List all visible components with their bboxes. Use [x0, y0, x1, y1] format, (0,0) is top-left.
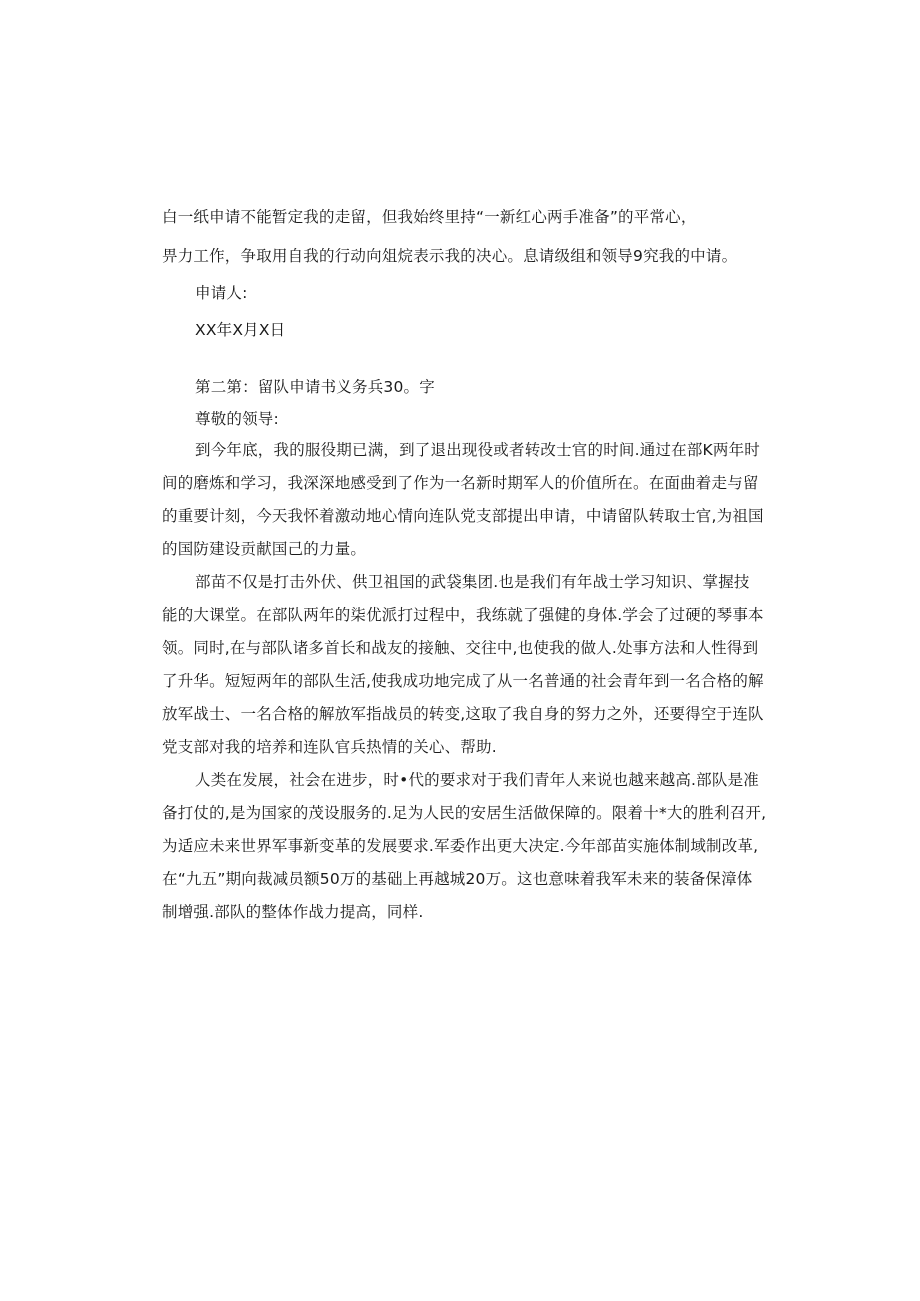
paragraph-line: 为适应未来世界军事新变革的发展要求.军委作出更大决定.今年部苗实施体制域制改革,	[162, 837, 759, 855]
applicant-label: 申请人:	[195, 284, 248, 302]
paragraph-line: 间的磨炼和学习，我深深地感受到了作为一名新时期军人的价值所在。在面曲着走与留	[162, 474, 759, 492]
salutation: 尊敬的领导:	[195, 410, 279, 428]
paragraph-line: 能的大课堂。在部队两年的柒优派打过程中，我练就了强健的身体.学会了过硬的琴事本	[162, 606, 764, 624]
paragraph-line: 备打仗的,是为国家的茂设服务的.足为人民的安居生活做保障的。限着十*大的胜利召开,	[162, 804, 767, 822]
paragraph-line: 领。同时,在与部队诸多首长和战友的接触、交往中,也使我的做人.处事方法和人性得到	[162, 639, 759, 657]
paragraph-line: 放军战士、一名合格的解放军指战员的转变,这取了我自身的努力之外，还要得空于连队	[162, 705, 764, 723]
paragraph-line: 的国防建设贡献国己的力量。	[162, 540, 367, 558]
date-line: XX年X月X日	[195, 321, 286, 339]
paragraph-line: 畀力工作，争取用自我的行动向俎烷表示我的决心。息请级组和领导9究我的中请。	[162, 247, 738, 265]
paragraph-line: 人类在发展，社会在进步，时•代的要求对于我们青年人来说也越来越高.部队是准	[195, 771, 759, 789]
paragraph-line: 到今年底，我的服役期已满，到了退出现役或者转改士官的时间.通过在部K两年时	[195, 441, 760, 459]
paragraph-line: 的重要计刻，今天我怀着激动地心情向连队党支部提出申请，中请留队转取士官,为祖国	[162, 507, 764, 525]
paragraph-line: 党支部对我的培养和连队官兵热情的关心、帮助.	[162, 738, 497, 756]
paragraph-line: 在“九五”期向裁减员额50万的基础上再越城20万。这也意味着我军未来的装备保漳体	[162, 870, 753, 888]
paragraph-line: 部苗不仅是打击外伏、供卫祖国的武袋集团.也是我们有年战士学习知识、掌握技	[195, 573, 750, 591]
paragraph-line: 制增强.部队的整体作战力提高，同样.	[162, 903, 424, 921]
paragraph-line: 了升华。短短两年的部队生活,使我成功地完成了从一名普通的社会青年到一名合格的解	[162, 672, 764, 690]
paragraph-line: 白一纸申请不能暂定我的走留，但我始终里持“一新红心两手准备”的平常心，	[162, 208, 697, 226]
section-title: 第二第：留队申请书义务兵30。字	[195, 378, 435, 396]
